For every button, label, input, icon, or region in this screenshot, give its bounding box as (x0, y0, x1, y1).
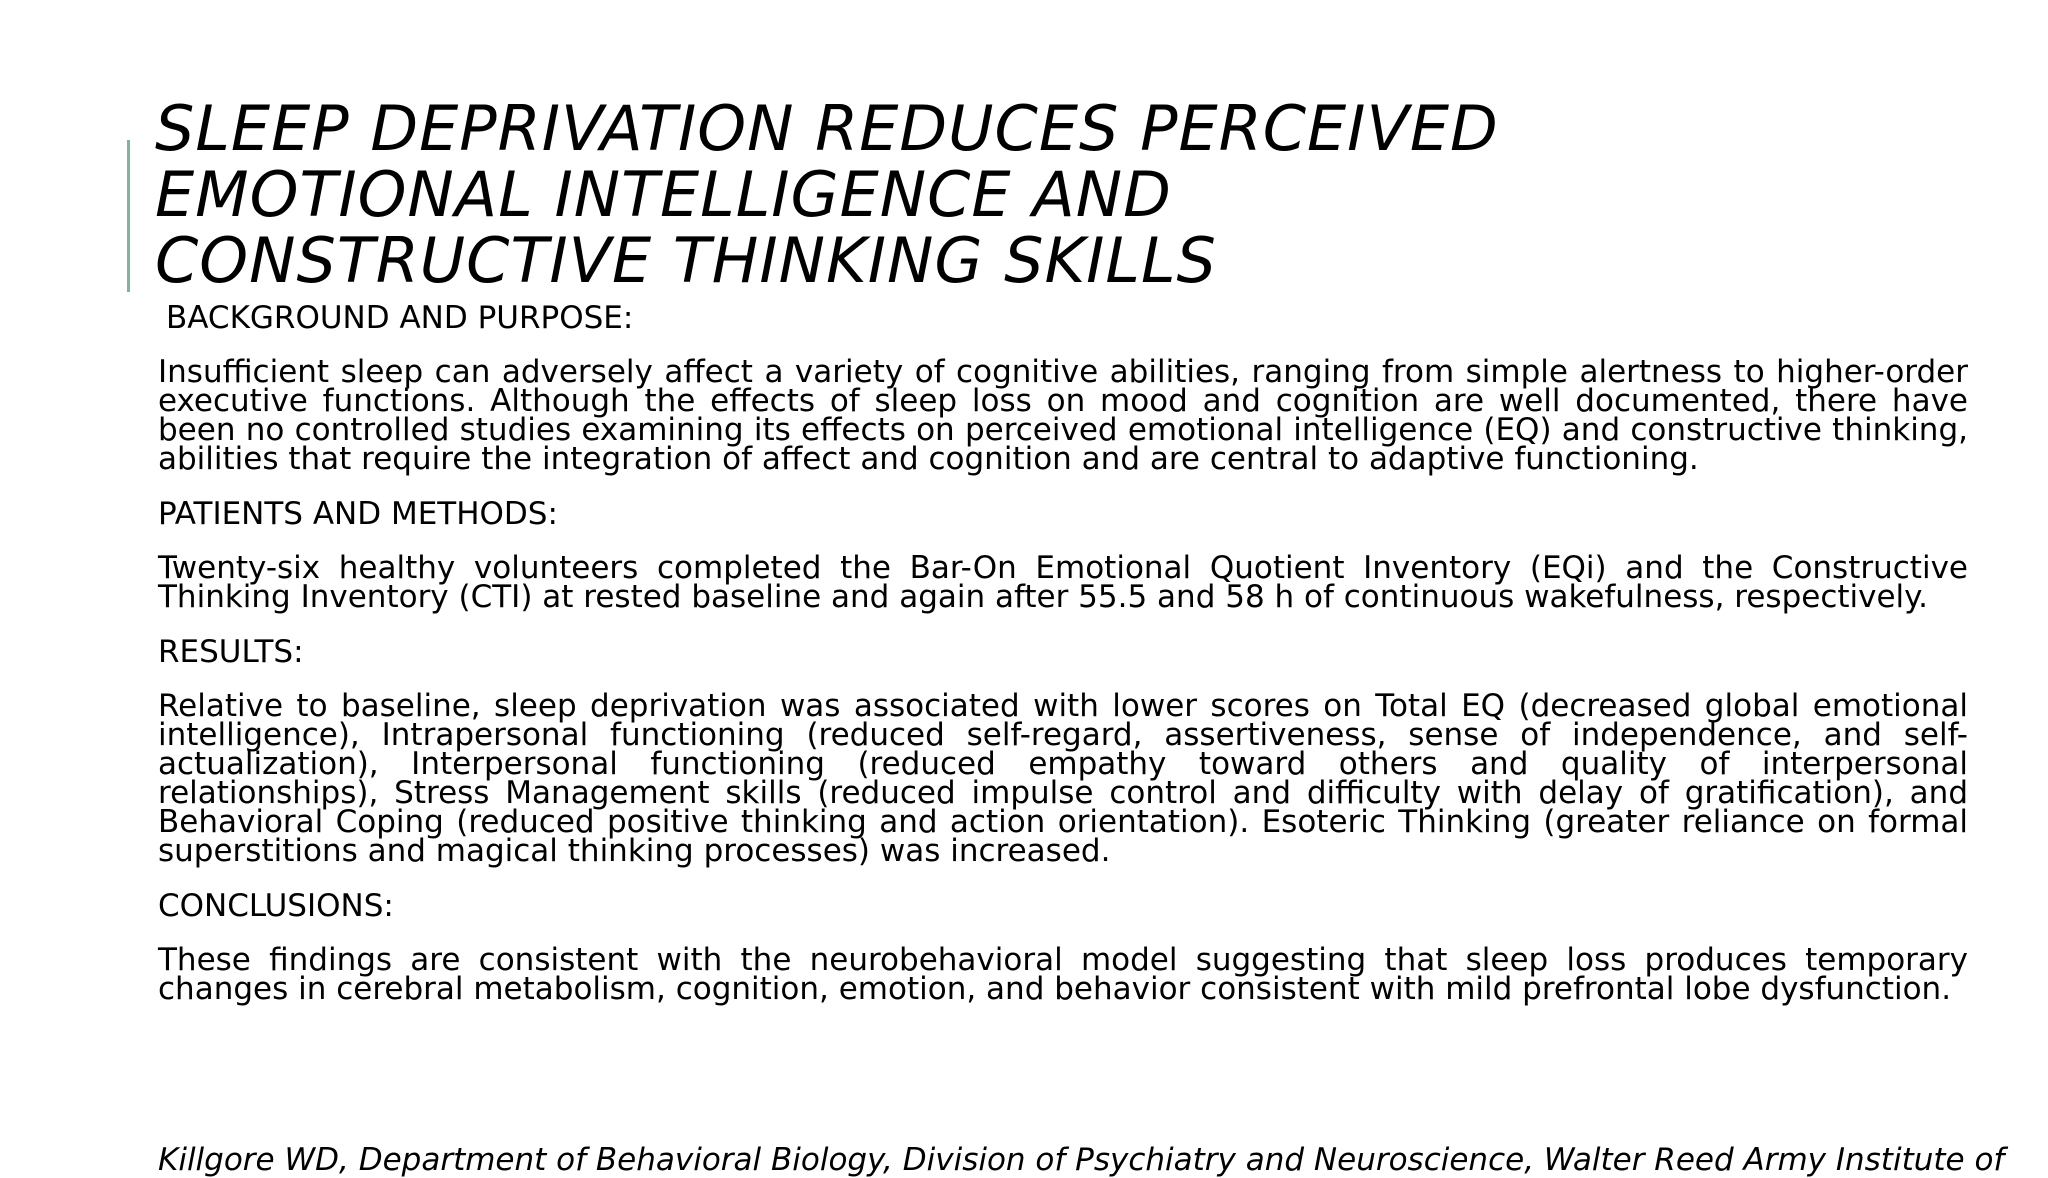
title-accent-bar (127, 140, 130, 292)
conclusions-heading: CONCLUSIONS: (158, 888, 394, 924)
methods-heading: PATIENTS AND METHODS: (158, 496, 558, 532)
background-text: Insufficient sleep can adversely affect a variety of cognitive abilities, ranging from simple alertness to higher-order executive functions. Although the effects of sleep loss on mood and cognition are well documented, there have been no controlled studies examining its effects on perceived emotional intelligence (EQ) and constructive thinking, abilities that require the integration of affect and cognition and are central to adaptive functioning. (158, 354, 1968, 477)
methods-text: Twenty-six healthy volunteers completed the Bar-On Emotional Quotient Inventory (EQi) and the Constructive Thinking Inventory (CTI) at rested baseline and again after 55.5 and 58 h of continuous wakefulness, respectively. (158, 550, 1968, 615)
slide-title (155, 92, 1955, 297)
citation: Killgore WD, Department of Behavioral Biology, Division of Psychiatry and Neuroscience, Walter Reed Army Institute of (158, 1142, 2005, 1178)
title-line-2: EMOTIONAL INTELLIGENCE AND (155, 158, 1172, 231)
background-heading: BACKGROUND AND PURPOSE: (166, 300, 634, 336)
title-line-3: CONSTRUCTIVE THINKING SKILLS (155, 224, 1217, 297)
results-text: Relative to baseline, sleep deprivation was associated with lower scores on Total EQ (decreased global emotional intelligence), Intrapersonal functioning (reduced self-regard, assertiveness, sense of independence, and self-actualization), Interpersonal functioning (reduced empathy toward others and quality of interpersonal relationships), Stress Management skills (reduced impulse control and difficulty with delay of gratification), and Behavioral Coping (reduced positive thinking and action orientation). Esoteric Thinking (greater reliance on formal superstitions and magical thinking processes) was increased. (158, 688, 1968, 869)
conclusions-text: These findings are consistent with the neurobehavioral model suggesting that sleep loss produces temporary changes in cerebral metabolism, cognition, emotion, and behavior consistent with mild prefrontal lobe dysfunction. (158, 942, 1968, 1007)
title-line-1: SLEEP DEPRIVATION REDUCES PERCEIVED (155, 92, 1499, 165)
abstract-body (158, 300, 1968, 1026)
results-heading: RESULTS: (158, 634, 304, 670)
